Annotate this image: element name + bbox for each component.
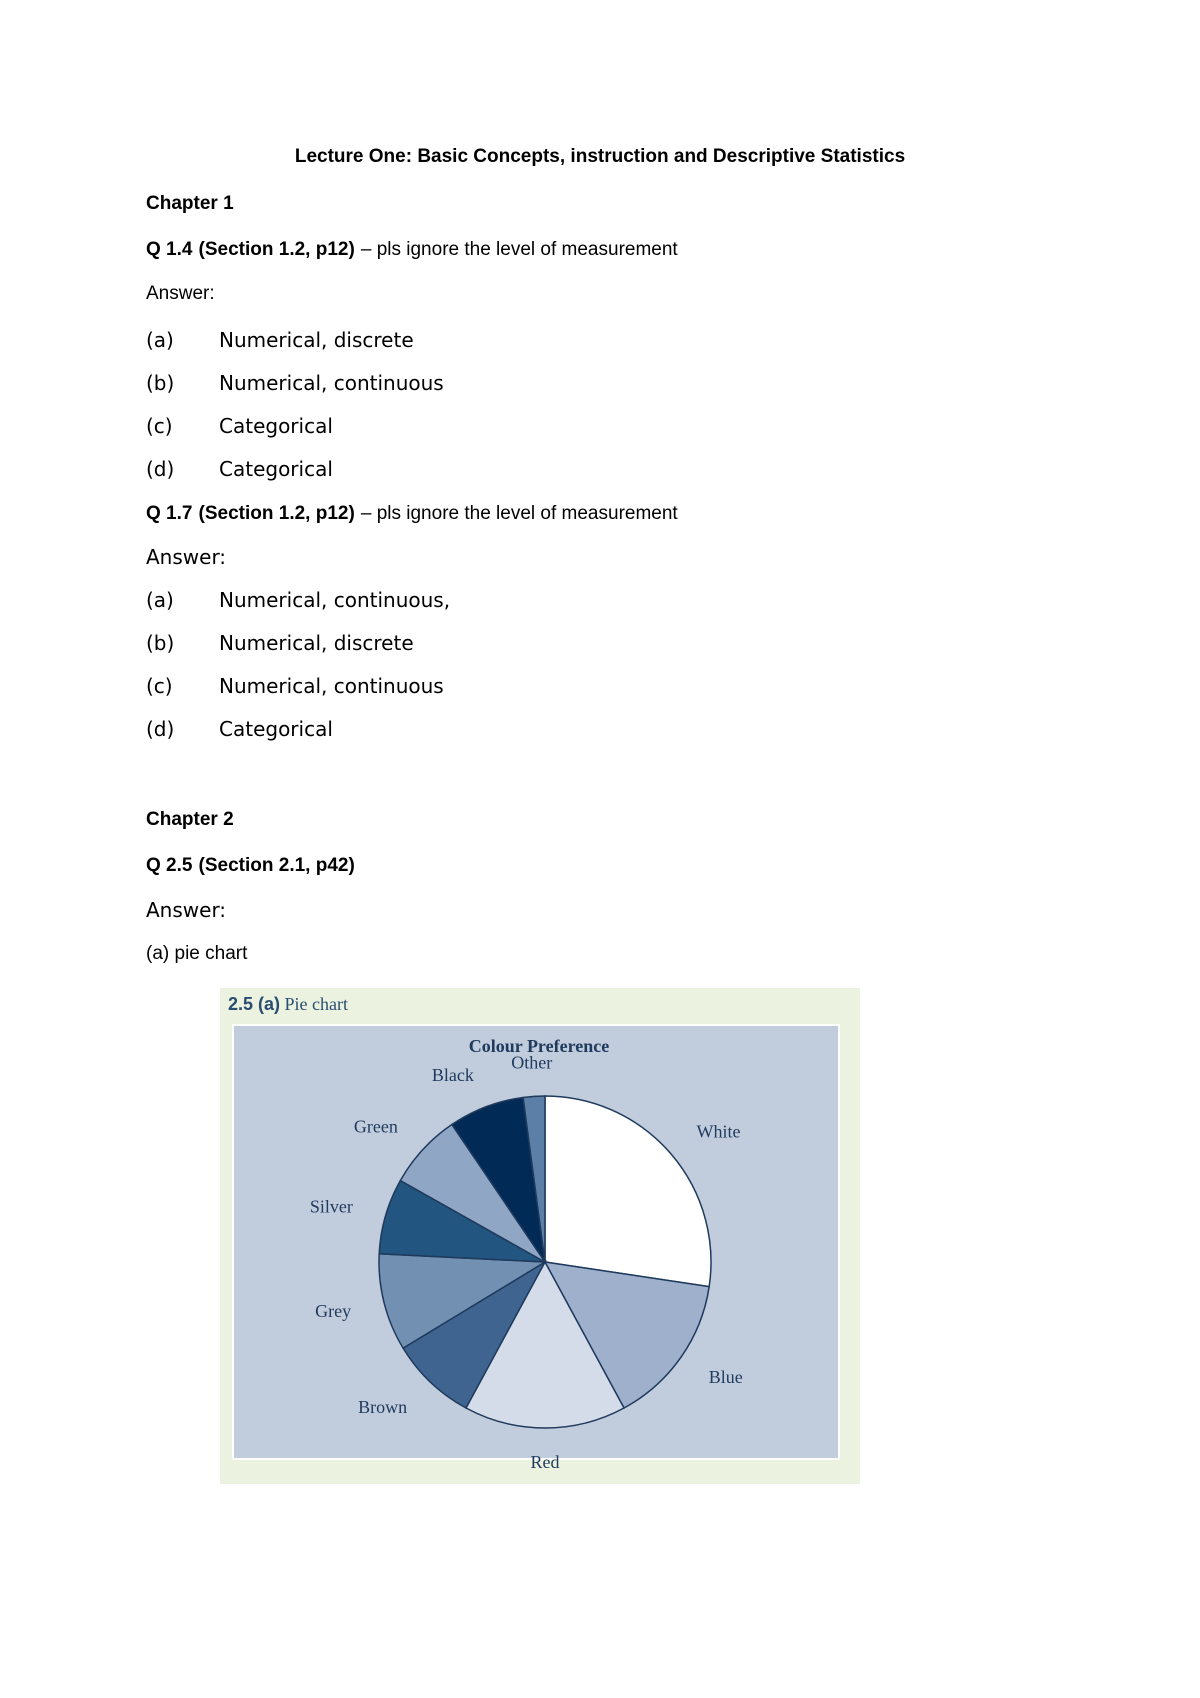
q14-answer-d	[146, 457, 333, 481]
q14-note: – pls ignore the level of measurement	[360, 239, 678, 260]
answer-text: Numerical, continuous	[219, 371, 444, 395]
q25-answer-label: Answer:	[146, 898, 227, 922]
answer-text: Categorical	[219, 717, 333, 741]
answer-text: Numerical, continuous,	[219, 588, 451, 612]
pie-label-blue: Blue	[708, 1366, 743, 1387]
answer-key: (b)	[146, 371, 175, 395]
chapter-1-heading: Chapter 1	[146, 193, 234, 214]
pie-label-silver: Silver	[309, 1196, 353, 1217]
answer-key: (b)	[146, 631, 175, 655]
q17-answer-d	[146, 717, 333, 741]
answer-key: (d)	[146, 717, 175, 741]
pie-chart	[234, 1026, 838, 1472]
pie-label-brown: Brown	[358, 1396, 408, 1417]
pie-label-black: Black	[431, 1065, 474, 1086]
q17-line	[146, 502, 678, 525]
pie-label-grey: Grey	[315, 1301, 352, 1322]
q14-ref: (Section 1.2, p12)	[198, 239, 355, 260]
figure-caption-num: 2.5 (a)	[228, 994, 281, 1014]
q25-part-a: (a) pie chart	[146, 943, 248, 964]
q14-line	[146, 238, 678, 261]
page-title: Lecture One: Basic Concepts, instruction and Descriptive Statistics	[294, 146, 906, 167]
answer-key: (a)	[146, 328, 174, 352]
pie-label-red: Red	[530, 1452, 560, 1472]
chart-title: Colour Preference	[468, 1036, 610, 1056]
q14-answer-b	[146, 371, 444, 395]
answer-key: (a)	[146, 588, 174, 612]
pie-slice-white	[545, 1096, 711, 1287]
answer-key: (c)	[146, 674, 173, 698]
chart-panel	[232, 1024, 840, 1472]
figure-caption-text: Pie chart	[284, 994, 349, 1014]
q17-ref: (Section 1.2, p12)	[198, 503, 355, 524]
answer-key: (d)	[146, 457, 175, 481]
q17-answer-b	[146, 631, 414, 655]
answer-text: Numerical, continuous	[219, 674, 444, 698]
q25-line	[146, 854, 355, 877]
q14-label: Q 1.4	[146, 239, 193, 260]
pie-slices	[379, 1096, 711, 1428]
q17-answer-a	[146, 588, 450, 612]
q14-answer-a	[146, 328, 414, 352]
answer-text: Categorical	[219, 414, 333, 438]
q17-answer-label: Answer:	[146, 545, 227, 569]
q25-label: Q 2.5	[146, 855, 193, 876]
figure-caption	[228, 994, 348, 1015]
answer-key: (c)	[146, 414, 173, 438]
q14-answer-label: Answer:	[146, 283, 215, 304]
pie-label-green: Green	[353, 1116, 398, 1137]
q17-note: – pls ignore the level of measurement	[360, 503, 678, 524]
q17-answer-c	[146, 674, 444, 698]
answer-text: Numerical, discrete	[219, 631, 414, 655]
answer-text: Categorical	[219, 457, 333, 481]
figure-2-5a	[220, 988, 860, 1484]
chapter-2-heading: Chapter 2	[146, 809, 234, 830]
pie-label-white: White	[696, 1121, 741, 1142]
q14-answer-c	[146, 414, 333, 438]
q25-ref: (Section 2.1, p42)	[198, 855, 355, 876]
q17-label: Q 1.7	[146, 503, 193, 524]
pie-label-other: Other	[511, 1052, 553, 1073]
answer-text: Numerical, discrete	[219, 328, 414, 352]
